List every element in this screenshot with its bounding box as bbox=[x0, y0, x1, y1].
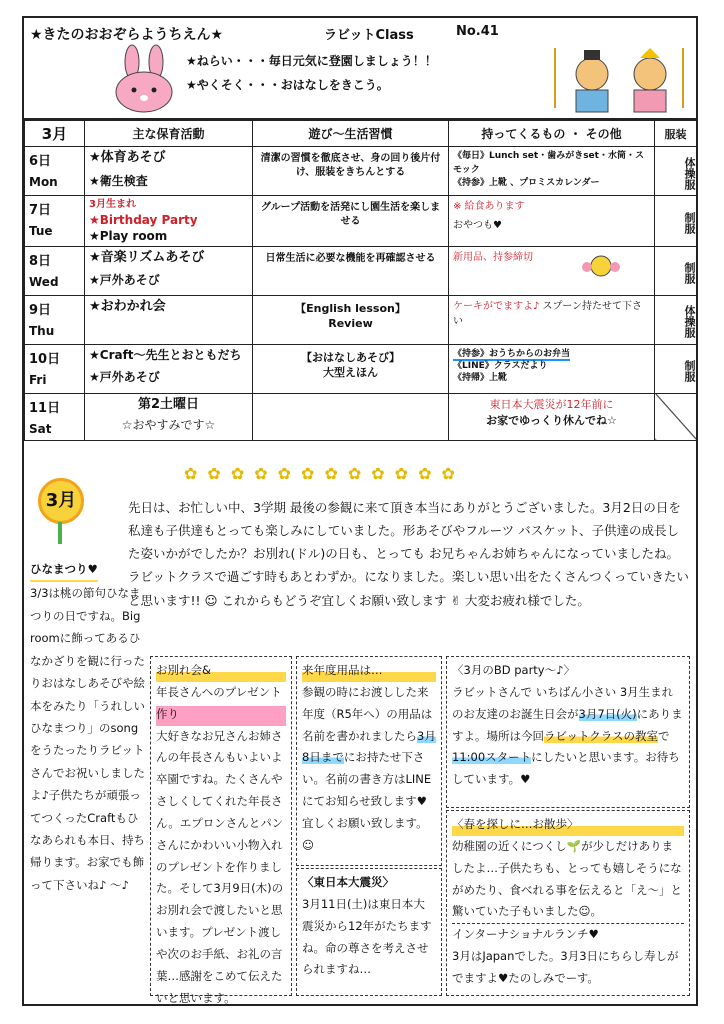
day-cell: 9日 Thu bbox=[25, 295, 85, 344]
table-row bbox=[25, 246, 697, 295]
life-habit-cell: 日常生活に必要な機能を再確認させる bbox=[253, 246, 449, 295]
activity-cell: ★おわかれ会 bbox=[85, 295, 253, 344]
bring-cell: 新用品、持参締切 bbox=[449, 246, 655, 295]
bring-cell: 《持参》おうちからのお弁当 《LINE》クラスだより 《持帰》上靴 bbox=[449, 344, 655, 393]
day-cell: 10日 Fri bbox=[25, 344, 85, 393]
day-cell: 11日 Sat bbox=[25, 393, 85, 440]
bring-cell: ※ 給食あります おやつも♥ bbox=[449, 196, 655, 247]
promise-text: ★やくそく・・・おはなしをきこう。 bbox=[186, 78, 389, 92]
life-habit-cell: 清潔の習慣を徹底させ、身の回り後片付け、服装をきちんとする bbox=[253, 147, 449, 196]
farewell-box: お別れ会& 年長さんへのプレゼント作り 大好きなお兄さんお姉さんの年長さんもいよいよ卒園ですね。たくさんやさしくしてくれた年長さん。エプロンさんとパンさんにかわいい小物入れのプレゼントを作りました。そして3月9日(木)のお別れ会で渡したいと思います。プレゼント渡しや次のお手紙、お礼の言葉…感謝をこめて伝えたいと思います。 bbox=[150, 656, 292, 996]
intro-message: 先日は、お忙しい中、3学期 最後の参観に来て頂き本当にありがとうございました。3月2日の日を私達も子供達もとっても楽しみにしていました。形あそびやフルーツ バスケット、子供達の成長した姿いかがでしたか？お別れ(ドル)の日も、とっても お兄ちゃんお姉ちゃんになっていましたね。ラビットクラスで過ごす時もあとわずか。になりました。楽しい思い出をたくさんつくっていきたいと思います!! ☺ これからもどうぞ宜しくお願い致します ✌ 大変お疲れ様でした。 bbox=[128, 500, 689, 608]
uniform-cell: 体操服 bbox=[655, 147, 697, 196]
uniform-cell: 体操服 bbox=[655, 295, 697, 344]
table-row bbox=[25, 393, 697, 440]
column-header: 持ってくるもの ・ その他 bbox=[449, 121, 655, 147]
life-habit-cell bbox=[253, 393, 449, 440]
uniform-cell: 制服 bbox=[655, 196, 697, 247]
activity-cell: 第2土曜日 ☆おやすみです☆ bbox=[85, 393, 253, 440]
table-row bbox=[25, 295, 697, 344]
butterfly-icons: ✿✿✿✿✿✿✿✿✿✿✿✿ bbox=[184, 464, 465, 483]
letter-section bbox=[24, 458, 696, 1004]
life-habit-cell: グループ活動を活発にし園生活を楽しませる bbox=[253, 196, 449, 247]
bunny-icon bbox=[112, 44, 178, 114]
newsletter-page bbox=[22, 16, 698, 1006]
day-cell: 6日 Mon bbox=[25, 147, 85, 196]
uniform-cell: 制服 bbox=[655, 246, 697, 295]
activity-cell: 3月生まれ ★Birthday Party ★Play room bbox=[85, 196, 253, 247]
column-header: 遊び～生活習慣 bbox=[253, 121, 449, 147]
month-badge: 3月 bbox=[38, 478, 84, 524]
column-header: 服装 bbox=[655, 121, 697, 147]
class-name: ラビットClass bbox=[324, 28, 414, 43]
day-cell: 7日 Tue bbox=[25, 196, 85, 247]
activity-cell: ★音楽リズムあそび ★戸外あそび bbox=[85, 246, 253, 295]
bring-cell: ケーキがでますよ♪ スプーン持たせて下さい bbox=[449, 295, 655, 344]
pompom-character-icon bbox=[581, 253, 621, 277]
schedule-table bbox=[24, 120, 697, 441]
birthday-party-box: 〈3月のBD party～♪〉 ラビットさんで いちばん小さい 3月生まれのお友達のお誕生日会が3月7日(火)にありますよ。場所は今回ラビットクラスの教室で11:00スタートにしたいと思います。お待ちしています。♥ bbox=[446, 656, 690, 808]
hinamatsuri-column: ひなまつり♥ 3/3は桃の節句ひなまつりの日ですね。Big roomに飾ってあるひなかざりを観に行ったりおはなしあそびや絵本をみたり「うれしいひなまつり」のsongをうたったりラビットさんでお祝いしましたよ♪子供たちが頑張ってつくったCraftもひなあられも本日、持ち帰ります。お家でも飾って下さいね♪ ～♪ bbox=[30, 558, 148, 896]
earthquake-box: 〈東日本大震災〉 3月11日(土)は東日本大震災から12年がたちますね。命の尊さを考えさせられますね… bbox=[296, 868, 442, 996]
day-cell: 8日 Wed bbox=[25, 246, 85, 295]
hina-dolls-icon bbox=[544, 42, 694, 118]
bring-cell: 東日本大震災が12年前に お家でゆっくり休んでね☆ bbox=[449, 393, 655, 440]
bring-cell: 《毎日》Lunch set・歯みがきset・水筒・スモック 《持参》上靴 、プロミスカレンダー bbox=[449, 147, 655, 196]
life-habit-cell: 【English lesson】 Review bbox=[253, 295, 449, 344]
leaf-icon bbox=[58, 522, 62, 544]
supplies-box: 来年度用品は… 参観の時にお渡しした来年度（R5年へ）の用品は名前を書かれましたら3月8日までにお持たせ下さい。名前の書き方はLINEにてお知らせ致します♥宜しくお願い致します。☺ bbox=[296, 656, 442, 866]
column-header: 主な保育活動 bbox=[85, 121, 253, 147]
table-row bbox=[25, 147, 697, 196]
uniform-cell-empty bbox=[655, 393, 697, 440]
uniform-cell: 制服 bbox=[655, 344, 697, 393]
school-name: ★きたのおおぞらようちえん★ bbox=[30, 27, 224, 43]
aim-text: ★ねらい・・・毎日元気に登園しましょう！！ bbox=[186, 54, 437, 68]
life-habit-cell: 【おはなしあそび】 大型えほん bbox=[253, 344, 449, 393]
spring-walk-box: 〈春を探しに…お散歩〉 幼稚園の近くにつくし🌱が少しだけありましたよ…子供たちも、とっても嬉しそうにながめたり、食べれる事を伝えると「え～」と驚いていた子もいました☺。 インターナショナルランチ♥ 3月はJapanでした。3月3日にちらし寿しがでますよ♥たのしみでーす。 bbox=[446, 810, 690, 996]
month-header: 3月 bbox=[25, 121, 85, 147]
issue-number: No.41 bbox=[456, 24, 499, 39]
header bbox=[24, 18, 696, 120]
activity-cell: ★Craft～先生とおともだち ★戸外あそび bbox=[85, 344, 253, 393]
table-row bbox=[25, 344, 697, 393]
table-row bbox=[25, 196, 697, 247]
activity-cell: ★体育あそび ★衛生検査 bbox=[85, 147, 253, 196]
